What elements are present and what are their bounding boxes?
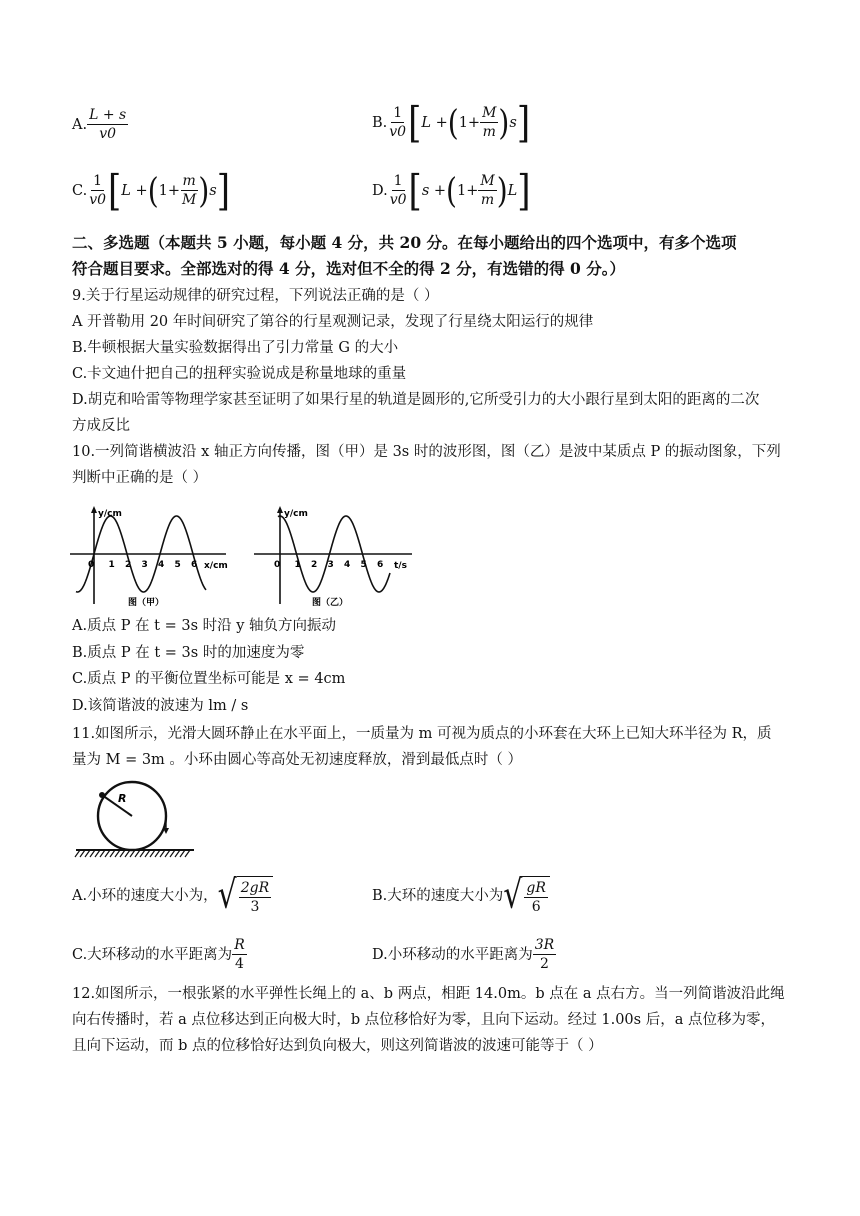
term: s bbox=[209, 182, 217, 199]
option-label: D. bbox=[372, 182, 388, 199]
fraction bbox=[524, 879, 548, 916]
hatch-line bbox=[185, 850, 190, 857]
option-c: C.质点 P 的平衡位置坐标可能是 x = 4cm bbox=[72, 671, 346, 687]
denominator: 6 bbox=[531, 899, 541, 915]
tick-label: 4 bbox=[158, 560, 165, 570]
option-b: B.牛顿根据大量实验数据得出了引力常量 G 的大小 bbox=[72, 340, 399, 356]
numerator: 3R bbox=[534, 937, 555, 953]
q11-option-c bbox=[72, 936, 247, 973]
tick-label: 2 bbox=[311, 560, 318, 570]
tick-label: 6 bbox=[377, 560, 384, 570]
tick-labels bbox=[88, 560, 197, 570]
hatch-line bbox=[110, 850, 115, 857]
option-text: A.小环的速度大小为， bbox=[72, 888, 218, 904]
section-title-line: 二、多选题（本题共 5 小题，每小题 4 分，共 20 分。在每小题给出的四个选项中，有多个选项 bbox=[72, 233, 737, 252]
numerator: 1 bbox=[393, 105, 403, 121]
bracket-right: ] bbox=[516, 97, 531, 148]
paren-right: ) bbox=[496, 169, 508, 211]
section-title-line: 符合题目要求。全部选对的得 4 分，选对但不全的得 2 分，有选错的得 0 分。） bbox=[72, 259, 625, 278]
x-axis-label: x/cm bbox=[204, 561, 228, 571]
option-d: D.该简谐波的波速为 lm / s bbox=[72, 697, 249, 714]
paren-right: ) bbox=[198, 169, 210, 211]
q8-option-c bbox=[72, 165, 230, 216]
figure-yi-vibration bbox=[250, 504, 420, 610]
small-ring bbox=[99, 792, 105, 798]
denominator: m bbox=[480, 192, 495, 208]
numerator: 2gR bbox=[240, 880, 270, 896]
figure-caption: 图（乙） bbox=[312, 598, 349, 608]
radical-sign: √ bbox=[503, 872, 523, 919]
numerator: R bbox=[234, 937, 245, 953]
option-text: C.大环移动的水平距离为 bbox=[72, 946, 233, 963]
tick-label: 5 bbox=[360, 560, 367, 570]
numerator: M bbox=[480, 173, 495, 189]
bracket-left: [ bbox=[408, 97, 422, 148]
question-stem: 向右传播时，若 a 点位移达到正向极大时，b 点位移恰好为零，且向下运动。经过 1.00s 后，a 点位移为零， bbox=[72, 1012, 775, 1028]
tick-label: 0 bbox=[274, 560, 281, 570]
q8-option-a bbox=[72, 106, 128, 143]
tick-label: 3 bbox=[327, 560, 334, 570]
paren-left: ( bbox=[147, 169, 159, 211]
hatch-line bbox=[165, 850, 170, 857]
denominator: v0 bbox=[389, 192, 407, 208]
numerator: m bbox=[182, 173, 196, 189]
question-stem: 10.一列简谐横波沿 x 轴正方向传播，图（甲）是 3s 时的波形图，图（乙）是波中某质点 P 的振动图象，下列 bbox=[72, 444, 781, 460]
option-a: A 开普勒用 20 年时间研究了第谷的行星观测记录，发现了行星绕太阳运行的规律 bbox=[72, 314, 594, 330]
hatch-line bbox=[160, 850, 165, 857]
question-10-stem bbox=[72, 442, 781, 494]
question-10-options bbox=[72, 616, 345, 722]
fraction bbox=[388, 172, 409, 209]
tick-label: 2 bbox=[125, 560, 132, 570]
y-axis-label: y/cm bbox=[284, 509, 308, 519]
question-stem: 量为 M = 3m 。小环由圆心等高处无初速度释放，滑到最低点时（ ） bbox=[72, 752, 523, 768]
figure-jia-waveform bbox=[66, 504, 236, 610]
hatch-line bbox=[135, 850, 140, 857]
hatch-line bbox=[90, 850, 95, 857]
figure-ring bbox=[72, 780, 198, 860]
term: 1+ bbox=[456, 182, 479, 199]
bracket-left: [ bbox=[108, 165, 122, 216]
fraction bbox=[180, 172, 198, 209]
numerator: 1 bbox=[93, 173, 103, 189]
fraction bbox=[232, 936, 247, 973]
radius-line bbox=[102, 795, 132, 816]
numerator: gR bbox=[526, 880, 546, 896]
term: L bbox=[121, 182, 131, 199]
denominator: v0 bbox=[99, 126, 117, 142]
denominator: 2 bbox=[539, 956, 549, 972]
term: L bbox=[507, 182, 518, 199]
term: s bbox=[509, 114, 517, 131]
hatch-line bbox=[115, 850, 120, 857]
fraction bbox=[387, 104, 408, 141]
term: 1+ bbox=[458, 114, 481, 131]
question-stem: 9.关于行星运动规律的研究过程，下列说法正确的是（ ） bbox=[72, 288, 439, 304]
hatch-line bbox=[170, 850, 175, 857]
q8-option-d bbox=[372, 165, 531, 216]
fraction bbox=[87, 106, 128, 143]
question-9 bbox=[72, 286, 759, 442]
operator: + bbox=[435, 114, 448, 131]
fraction bbox=[533, 936, 556, 973]
option-b: B.质点 P 在 t = 3s 时的加速度为零 bbox=[72, 644, 305, 661]
y-axis-arrow bbox=[277, 506, 283, 513]
numerator: M bbox=[482, 105, 497, 121]
radius-label: R bbox=[118, 792, 127, 805]
hatch-line bbox=[175, 850, 180, 857]
hatch-line bbox=[145, 850, 150, 857]
tick-label: 5 bbox=[174, 560, 181, 570]
option-a: A.质点 P 在 t = 3s 时沿 y 轴负方向振动 bbox=[72, 618, 337, 634]
t-axis-label: t/s bbox=[394, 561, 407, 571]
denominator: M bbox=[182, 192, 197, 208]
tick-label: 3 bbox=[141, 560, 148, 570]
option-label: A. bbox=[72, 116, 88, 133]
option-text: D.小环移动的水平距离为 bbox=[372, 946, 533, 963]
bracket-right: ] bbox=[517, 165, 531, 216]
fraction bbox=[478, 172, 496, 209]
denominator: v0 bbox=[389, 124, 407, 140]
question-stem: 判断中正确的是（ ） bbox=[72, 470, 208, 486]
tick-label: 6 bbox=[191, 560, 198, 570]
hatch-line bbox=[140, 850, 145, 857]
fraction bbox=[239, 879, 271, 916]
denominator: 4 bbox=[235, 956, 244, 972]
operator: + bbox=[433, 182, 447, 199]
fraction bbox=[480, 104, 498, 141]
operator: + bbox=[135, 182, 148, 199]
tick-label: 4 bbox=[344, 560, 351, 570]
fraction bbox=[87, 172, 108, 209]
q11-option-d bbox=[372, 936, 556, 973]
hatch-line bbox=[80, 850, 85, 857]
sqrt bbox=[217, 872, 274, 919]
option-d-continued: 方成反比 bbox=[72, 418, 130, 434]
paren-left: ( bbox=[446, 169, 457, 211]
bracket-right: ] bbox=[216, 165, 230, 216]
denominator: v0 bbox=[89, 192, 107, 208]
term: 1+ bbox=[158, 182, 180, 199]
hatch-line bbox=[75, 850, 80, 857]
paren-right: ) bbox=[498, 101, 510, 143]
hatch-line bbox=[180, 850, 185, 857]
question-stem: 且向下运动，而 b 点的位移恰好达到负向极大，则这列简谐波的波速可能等于（ ） bbox=[72, 1038, 603, 1054]
q11-option-a bbox=[72, 872, 273, 919]
section-title bbox=[72, 230, 737, 282]
hatch-line bbox=[100, 850, 105, 857]
option-c: C.卡文迪什把自己的扭秤实验说成是称量地球的重量 bbox=[72, 366, 407, 382]
release-arrowhead bbox=[163, 828, 169, 834]
hatch-line bbox=[120, 850, 125, 857]
question-12 bbox=[72, 984, 785, 1062]
hatch-line bbox=[125, 850, 130, 857]
option-label: B. bbox=[372, 114, 388, 131]
tick-label: 1 bbox=[294, 560, 301, 570]
question-stem: 11.如图所示，光滑大圆环静止在水平面上，一质量为 m 可视为质点的小环套在大环上已知大环半径为 R，质 bbox=[72, 726, 772, 742]
q11-option-b bbox=[372, 872, 550, 919]
numerator: L + s bbox=[89, 107, 127, 123]
radical-sign: √ bbox=[217, 872, 237, 919]
bracket-left: [ bbox=[408, 165, 422, 216]
tick-label: 1 bbox=[108, 560, 115, 570]
hatch-line bbox=[105, 850, 110, 857]
hatch-line bbox=[155, 850, 160, 857]
figure-caption: 图（甲） bbox=[128, 598, 165, 608]
question-11-stem bbox=[72, 724, 772, 776]
y-axis-label: y/cm bbox=[98, 509, 122, 519]
option-label: C. bbox=[72, 182, 88, 199]
y-axis-arrow bbox=[91, 506, 97, 513]
numerator: 1 bbox=[393, 173, 403, 189]
question-stem: 12.如图所示，一根张紧的水平弹性长绳上的 a、b 两点，相距 14.0m。b 点在 a 点右方。当一列简谐波沿此绳 bbox=[72, 986, 785, 1002]
q8-option-b bbox=[372, 97, 531, 148]
tick-label: 0 bbox=[88, 560, 95, 570]
hatch-line bbox=[95, 850, 100, 857]
hatch-line bbox=[150, 850, 155, 857]
hatch-line bbox=[85, 850, 90, 857]
option-text: B.大环的速度大小为 bbox=[372, 888, 504, 904]
sqrt bbox=[503, 872, 550, 919]
paren-left: ( bbox=[447, 101, 459, 143]
option-d: D.胡克和哈雷等物理学家甚至证明了如果行星的轨道是圆形的,它所受引力的大小跟行星到太阳的距离的二次 bbox=[72, 392, 760, 408]
denominator: 3 bbox=[250, 899, 260, 915]
denominator: m bbox=[482, 124, 496, 140]
term: L bbox=[421, 114, 431, 131]
term: s bbox=[421, 182, 430, 199]
